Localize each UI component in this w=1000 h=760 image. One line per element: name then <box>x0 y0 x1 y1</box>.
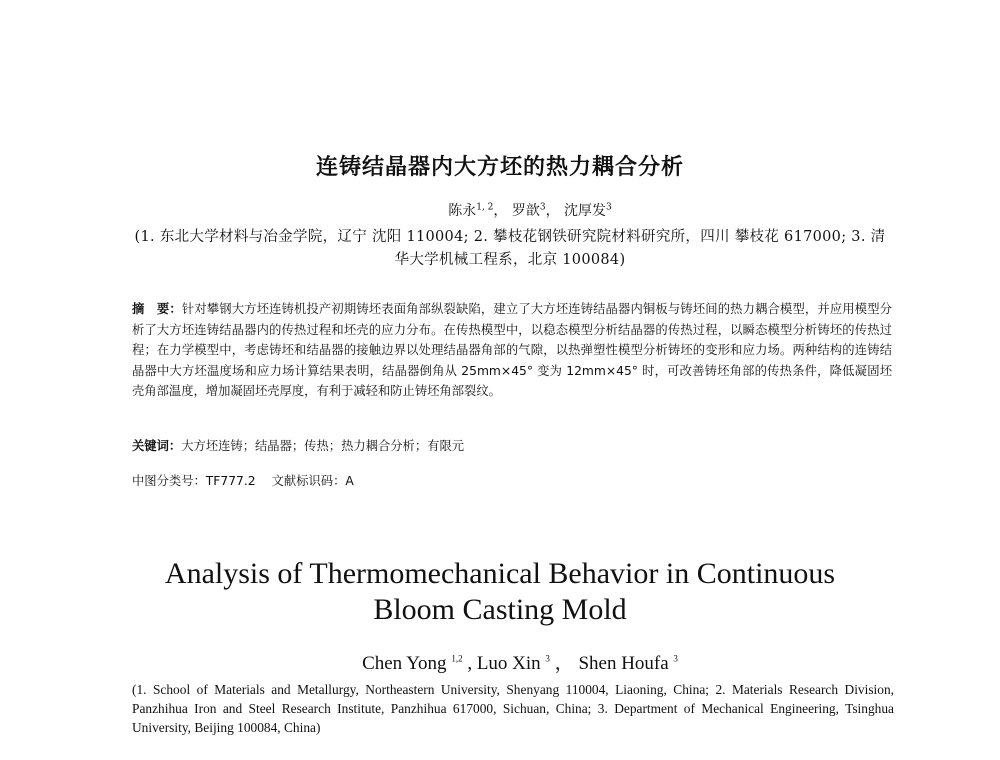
author-name: Shen Houfa <box>578 653 674 674</box>
abstract-label: 摘 要： <box>132 302 182 316</box>
english-title-line-1: Analysis of Thermomechanical Behavior in Continuous <box>164 557 836 590</box>
chinese-title: 连铸结晶器内大方坯的热力耦合分析 <box>315 155 684 180</box>
classification-label: 中图分类号： <box>132 474 206 488</box>
english-title-line-2: Bloom Casting Mold <box>373 593 627 626</box>
classification-line <box>132 471 892 489</box>
author-affiliation-mark: 3 <box>673 653 678 664</box>
english-title <box>0 556 1000 628</box>
author-affiliation-mark: 1,2 <box>451 653 463 664</box>
chinese-abstract <box>132 299 892 402</box>
document-code-value: A <box>345 474 354 488</box>
author-affiliation-mark: 3 <box>539 202 546 213</box>
keywords-label: 关键词： <box>132 439 182 453</box>
author-separator: ， <box>545 203 565 219</box>
author-name: 罗歆 <box>511 203 540 219</box>
chinese-affiliations: (1. 东北大学材料与冶金学院，辽宁 沈阳 110004; 2. 攀枝花钢铁研究院材料研究所，四川 攀枝花 617000; 3. 清华大学机械工程系，北京 100084) <box>134 229 886 268</box>
chinese-keywords <box>132 436 892 454</box>
chinese-authors <box>0 200 1000 220</box>
author-name: Chen Yong <box>362 653 452 674</box>
document-code-label: 文献标识码： <box>271 474 346 488</box>
author-affiliation-mark: 3 <box>606 202 612 213</box>
author-name: 陈永 <box>448 203 477 219</box>
abstract-text: 针对攀钢大方坯连铸机投产初期铸坯表面角部纵裂缺陷，建立了大方坯连铸结晶器内铜板与铸坯间的热力耦合模型，并应用模型分析了大方坯连铸结晶器内的传热过程和坯壳的应力分布。在传热模型中，以稳态模型分析结晶器的传热过程，以瞬态模型分析铸坯的传热过程；在力学模型中，考虑铸坯和结晶器的接触边界以处理结晶器角部的气隙，以热弹塑性模型分析铸坯的变形和应力场。两种结构的连铸结晶器中大方坯温度场和应力场计算结果表明，结晶器倒角从 25mm×45° 变为 12mm×45° 时，可改善铸坯角部的传热条件，降低凝固坯壳角部温度，增加凝固坯壳厚度，有利于减轻和防止铸坯角部裂纹。 <box>132 302 892 398</box>
author-affiliation-mark: 3 <box>545 653 550 664</box>
author-name: Luo Xin <box>476 653 546 674</box>
keywords-text: 大方坯连铸；结晶器；传热；热力耦合分析；有限元 <box>181 439 465 453</box>
author-name: 沈厚发 <box>564 203 607 219</box>
classification-value: TF777.2 <box>205 474 256 488</box>
english-authors <box>0 648 1000 675</box>
author-separator: ， <box>549 653 579 674</box>
author-separator: ， <box>493 203 512 219</box>
author-affiliation-mark: 1, 2 <box>476 202 494 213</box>
author-separator: , <box>462 653 477 674</box>
english-affiliations: (1. School of Materials and Metallurgy, Northeastern University, Shenyang 110004, Liaoning, China; 2. Materials Research Division, Panzhihua Iron and Steel Research Institute, Panzhihua 617000, Sichuan, China; 3. Department of Mechanical Engineering, Tsinghua University, Beijing 100084, China) <box>132 682 894 735</box>
